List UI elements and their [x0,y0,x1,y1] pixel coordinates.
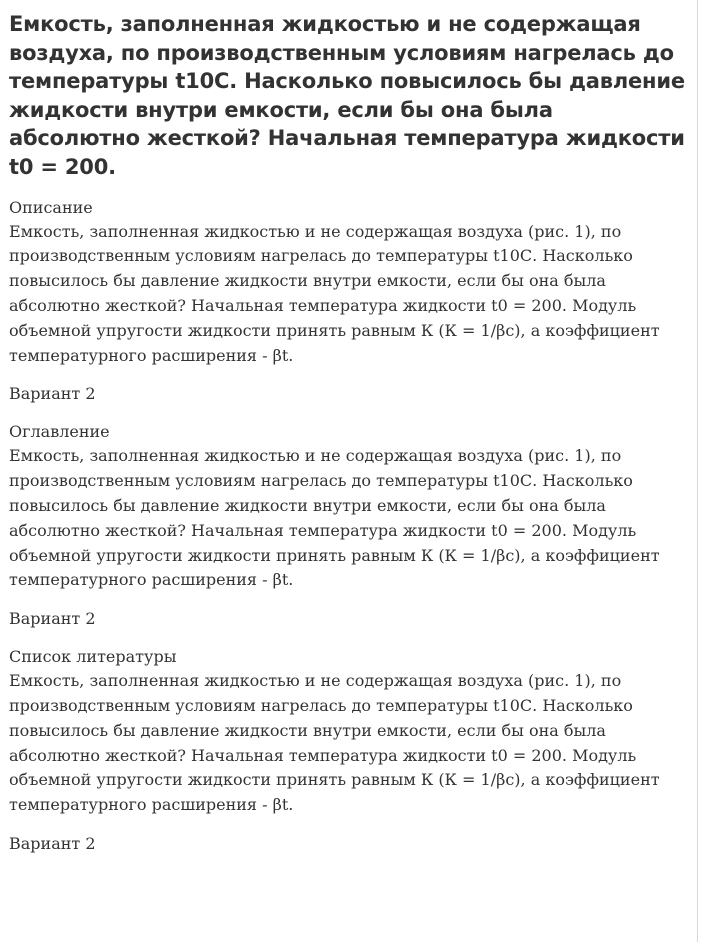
section-heading-references: Список литературы [9,647,177,667]
page-title: Емкость, заполненная жидкостью и не содержащая воздуха, по производственным условиям нагрелась до температуры t10С. Насколько повысилось бы давление жидкости внутри емкости, если бы она была абсолютно жесткой? Начальная температура жидкости t0 = 200. [9,12,685,179]
variant-label-references: Вариант 2 [9,833,96,853]
section-contents [9,420,687,631]
section-body-description: Емкость, заполненная жидкостью и не содержащая воздуха (рис. 1), по производственным условиям нагрелась до температуры t10С. Насколько повысилось бы давление жидкости внутри емкости, если бы она была абсолютно жесткой? Начальная температура жидкости t0 = 200. Модуль объемной упругости жидкости принять равным К (К = 1/βс), а коэффициент температурного расширения - βt. [9,221,660,365]
section-body-references: Емкость, заполненная жидкостью и не содержащая воздуха (рис. 1), по производственным условиям нагрелась до температуры t10С. Насколько повысилось бы давление жидкости внутри емкости, если бы она была абсолютно жесткой? Начальная температура жидкости t0 = 200. Модуль объемной упругости жидкости принять равным К (К = 1/βс), а коэффициент температурного расширения - βt. [9,671,660,815]
variant-label-contents: Вариант 2 [9,609,96,629]
section-references [9,645,687,856]
section-description [9,196,687,407]
section-heading-contents: Оглавление [9,422,110,442]
section-heading-description: Описание [9,197,93,217]
section-body-contents: Емкость, заполненная жидкостью и не содержащая воздуха (рис. 1), по производственным условиям нагрелась до температуры t10С. Насколько повысилось бы давление жидкости внутри емкости, если бы она была абсолютно жесткой? Начальная температура жидкости t0 = 200. Модуль объемной упругости жидкости принять равным К (К = 1/βс), а коэффициент температурного расширения - βt. [9,446,660,590]
variant-label-description: Вариант 2 [9,384,96,404]
